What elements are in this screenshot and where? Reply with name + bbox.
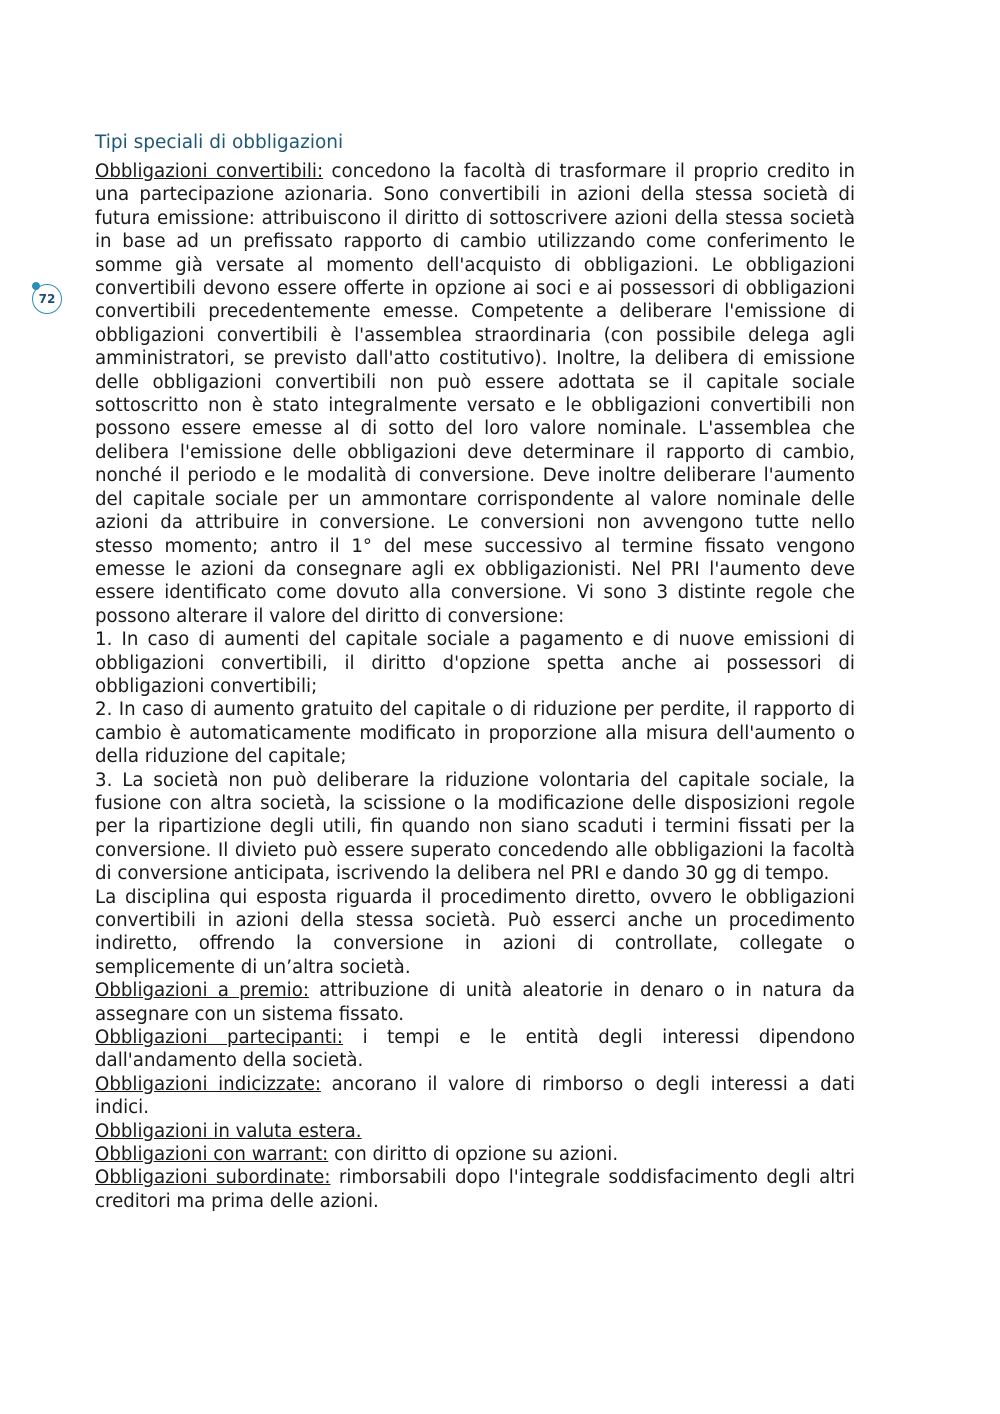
paragraph-text: 2. In caso di aumento gratuito del capitale o di riduzione per perdite, il rapporto di cambio è automaticamente modificato in proporzione alla misura dell'aumento o della riduzione del capitale; <box>95 699 855 768</box>
term-label: Obbligazioni convertibili: <box>95 161 324 182</box>
page-number: 72 <box>38 292 56 306</box>
paragraph-text: La disciplina qui esposta riguarda il procedimento diretto, ovvero le obbligazioni convertibili in azioni della stessa società. Può esserci anche un procedimento indiretto, offrendo la conversione in azioni di controllate, collegate o semplicemente di un’altra società. <box>95 886 855 978</box>
rule-3 <box>95 769 855 886</box>
paragraph-indicizzate <box>95 1073 855 1120</box>
paragraph-text: i tempi e le entità degli interessi dipendono dall'andamento della società. <box>95 1027 855 1072</box>
paragraph-subordinate <box>95 1166 855 1213</box>
paragraph-text: con diritto di opzione su azioni. <box>328 1144 619 1166</box>
term-label: Obbligazioni in valuta estera. <box>95 1120 362 1142</box>
page-badge-dot-icon <box>32 282 40 290</box>
paragraph-partecipanti <box>95 1026 855 1073</box>
paragraph-text: rimborsabili dopo l'integrale soddisfacimento degli altri creditori ma prima delle azioni. <box>95 1167 855 1212</box>
term-label: Obbligazioni indicizzate: <box>95 1073 322 1095</box>
term-label: Obbligazioni con warrant: <box>95 1144 329 1166</box>
paragraph-text: 3. La società non può deliberare la riduzione volontaria del capitale sociale, la fusione con altra società, la scissione o la modificazione delle disposizioni regole per la ripartizione degli utili, fin quando non siano scaduti i termini fissati per la conversione. Il divieto può essere superato concedendo alle obbligazioni la facoltà di conversione anticipata, iscrivendo la delibera nel PRI e dando 30 gg di tempo. <box>95 769 855 885</box>
section-title: Tipi speciali di obbligazioni <box>95 132 344 153</box>
paragraph-text: ancorano il valore di rimborso o degli interessi a dati indici. <box>95 1073 855 1119</box>
paragraph-valuta-estera <box>95 1120 855 1143</box>
term-label: Obbligazioni a premio: <box>95 980 309 1002</box>
paragraph-text: 1. In caso di aumenti del capitale sociale a pagamento e di nuove emissioni di obbligazioni convertibili, il diritto d'opzione spetta anche ai possessori di obbligazioni convertibili; <box>95 629 855 697</box>
rule-2 <box>95 698 855 768</box>
paragraph-text: attribuzione di unità aleatorie in denaro o in natura da assegnare con un sistema fissato. <box>95 980 855 1025</box>
rule-1 <box>95 628 855 698</box>
term-label: Obbligazioni partecipanti: <box>95 1027 344 1049</box>
term-label: Obbligazioni subordinate: <box>95 1167 331 1189</box>
paragraph-premio <box>95 979 855 1026</box>
paragraph-text: concedono la facoltà di trasformare il proprio credito in una partecipazione azionaria. Sono convertibili in azioni della stessa società di futura emissione: attribuiscono il diritto di sottoscrivere azioni della stessa società in base ad un prefissato rapporto di cambio utilizzando come conferimento le somme già versate al momento dell'acquisto di obbligazioni. Le obbligazioni convertibili devono essere offerte in opzione ai soci e ai possessori di obbligazioni convertibili precedentemente emesse. Competente a deliberare l'emissione di obbligazioni convertibili è l'assemblea straordinaria (con possibile delega agli amministratori, se previsto dall'atto costitutivo). Inoltre, la delibera di emissione delle obbligazioni convertibili non può essere adottata se il capitale sociale sottoscritto non è stato integralmente versato e le obbligazioni convertibili non possono essere emesse al di sotto del loro valore nominale. L'assemblea che delibera l'emissione delle obbligazioni deve determinare il rapporto di cambio, nonché il periodo e le modalità di conversione. Deve inoltre deliberare l'aumento del capitale sociale per un ammontare corrispondente al valore nominale delle azioni da attribuire in conversione. Le conversioni non avvengono tutte nello stesso momento; antro il 1° del mese successivo al termine fissato vengono emesse le azioni da consegnare agli ex obbligazionisti. Nel PRI l'aumento deve essere identificato come dovuto alla conversione. Vi sono 3 distinte regole che possono alterare il valore del diritto di conversione: <box>95 161 856 627</box>
page-content <box>95 131 855 1213</box>
paragraph-convertibili <box>95 160 855 628</box>
paragraph-disciplina <box>95 886 855 980</box>
paragraph-warrant <box>95 1143 855 1166</box>
